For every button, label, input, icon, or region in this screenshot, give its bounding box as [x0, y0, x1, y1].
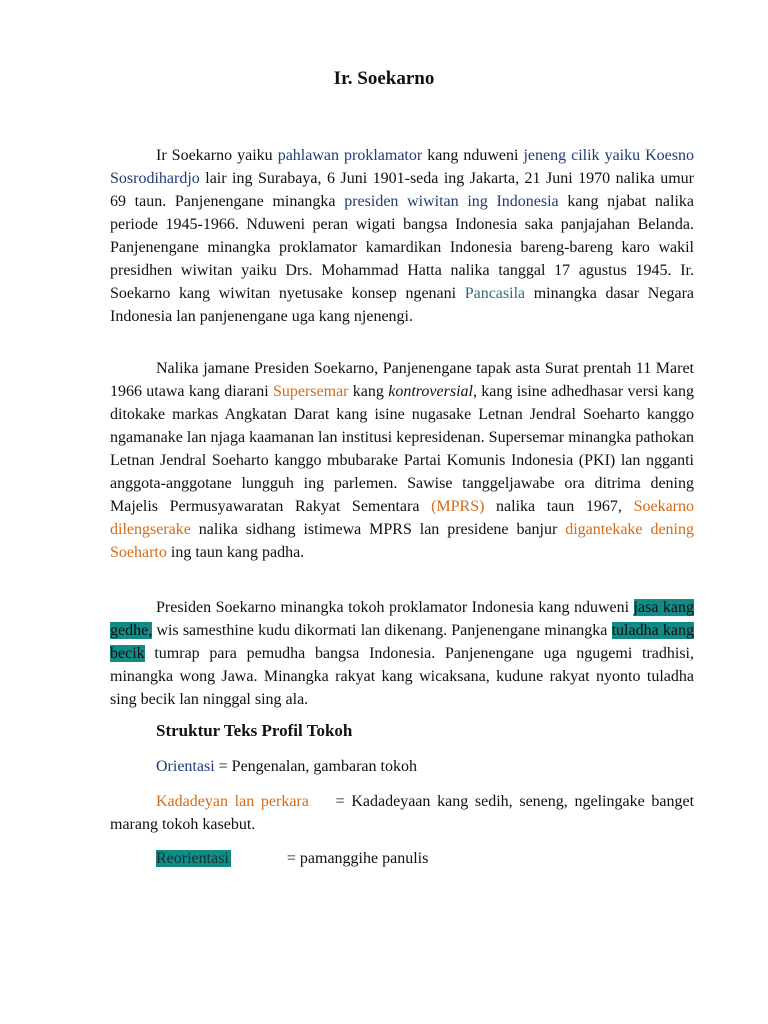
p1-highlight-pancasila: Pancasila — [464, 285, 526, 302]
paragraph-supersemar — [110, 357, 694, 564]
orientasi-text: = Pengenalan, gambaran tokoh — [214, 758, 417, 775]
p2-text-6: ing taun kang padha. — [166, 544, 305, 561]
p2-text-4: nalika taun 1967, — [484, 498, 634, 515]
structure-orientasi — [110, 755, 740, 778]
reorientasi-text: = pamanggihe panulis — [286, 850, 429, 867]
p2-text-1: Nalika jamane Presiden Soekarno, Panjenengane tapak asta Surat prentah 11 Maret 1966 utawa kang diarani — [110, 360, 694, 400]
p1-text-3: lair ing Surabaya, 6 Juni 1901-seda ing Jakarta, 21 Juni 1970 nalika umur 69 taun. Panjenengane minangka — [110, 170, 694, 210]
p2-italic-kontroversial: kontroversial — [388, 383, 473, 400]
p1-highlight-presiden: presiden wiwitan ing Indonesia — [344, 193, 559, 210]
p3-marked-jasa: jasa kang gedhe, — [110, 599, 695, 639]
p3-text-2: wis samesthine kudu dikormati lan dikenang. Panjenengane minangka — [152, 622, 612, 639]
p1-text-4: kang njabat nalika periode 1945-1966. Nduweni peran wigati bangsa Indonesia saka panjajahan Belanda. Panjenengane minangka proklamator kamardikan Indonesia bareng-bareng karo wakil presidhen wiwitan yaiku Drs. Mohammad Hatta nalika tanggal 17 agustus 1945. Ir. Soekarno kang wiwitan nyetusake konsep ngenani — [110, 193, 694, 302]
structure-reorientasi — [110, 847, 740, 870]
p3-marked-tuladha: tuladha kang becik — [110, 622, 694, 662]
kadadeyan-text: = Kadadeyaan kang sedih, seneng, ngelingake banget marang tokoh kasebut. — [110, 793, 695, 833]
p1-highlight-pahlawan: pahlawan proklamator — [277, 147, 423, 164]
p1-text-5: minangka dasar Negara Indonesia lan panjenengane uga kang njenengi. — [110, 285, 694, 325]
p1-text-1: Ir Soekarno yaiku — [156, 147, 278, 164]
p1-highlight-jeneng: jeneng cilik yaiku Koesno Sosrodihardjo — [110, 147, 695, 187]
p2-highlight-digantekake: digantekake dening Soeharto — [110, 521, 694, 561]
structure-kadadeyan — [110, 790, 694, 836]
p2-text-2: kang — [348, 383, 389, 400]
p2-highlight-dilengserake: Soekarno dilengserake — [110, 498, 694, 538]
p2-highlight-mprs: (MPRS) — [431, 498, 485, 515]
p1-text-2: kang nduweni — [422, 147, 524, 164]
paragraph-biography — [110, 144, 694, 328]
kadadeyan-label: Kadadeyan lan perkara — [156, 793, 309, 810]
structure-heading: Struktur Teks Profil Tokoh — [156, 721, 353, 740]
p3-text-3: tumrap para pemudha bangsa Indonesia. Panjenengane uga ngugemi tradhisi, minangka wong Jawa. Minangka rakyat kang wicaksana, kudune rakyat nyonto tuladha sing becik lan ninggal sing ala. — [110, 645, 694, 708]
p2-highlight-supersemar: Supersemar — [272, 383, 349, 400]
orientasi-label: Orientasi — [156, 758, 215, 775]
paragraph-tuladha — [110, 596, 694, 711]
reorientasi-label: Reorientasi — [156, 850, 229, 867]
p2-text-3: , kang isine adhedhasar versi kang ditokake markas Angkatan Darat kang isine nugasake Letnan Jendral Soeharto kanggo ngamanake lan njaga kaamanan lan institusi kepresidenan. Supersemar minangka pathokan Letnan Jendral Soeharto kanggo mbubarake Partai Komunis Indonesia (PKI) lan ngganti anggota-anggotane lungguh ing parlemen. Sawise tanggeljawabe ora ditrima dening Majelis Permusyawaratan Rakyat Sementara — [110, 383, 695, 515]
page-title: Ir. Soekarno — [333, 68, 435, 89]
p2-text-5: nalika sidhang istimewa MPRS lan presidene banjur — [190, 521, 566, 538]
p3-text-1: Presiden Soekarno minangka tokoh proklamator Indonesia kang nduweni — [156, 599, 634, 616]
